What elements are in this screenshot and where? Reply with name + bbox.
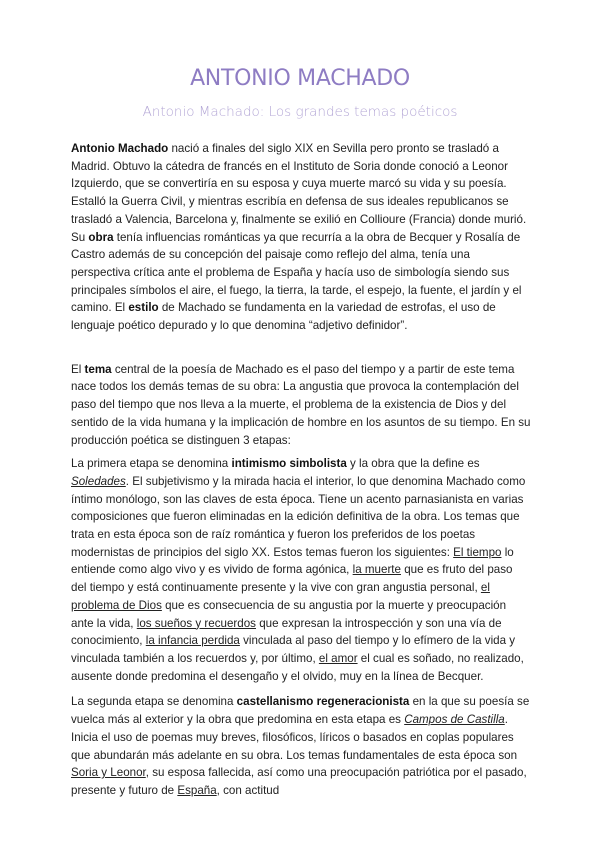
text-run: que expresan la introspección y son una vía de conocimiento, bbox=[71, 616, 502, 648]
bold-term: estilo bbox=[128, 301, 159, 315]
underlined-theme: el problema de Dios bbox=[71, 581, 490, 612]
text-run: El bbox=[71, 362, 85, 376]
text-run: tenía influencias románticas ya que recurría a la obra de Becquer y Rosalía de Castro además de su concepción del paisaje como reflejo del alma, tenía una perspectiva crítica ante el problema de España y hacía uso de simbología siendo sus principales símbolos el aire, el fuego, la tierra, la tarde, el espejo, la fuente, el jardín y el camino. El bbox=[71, 230, 522, 315]
text-run: de Machado se fundamenta en la variedad de estrofas, el uso de lenguaje poético depurado y lo que denomina “adjetivo definidor”. bbox=[71, 301, 496, 333]
text-run: en la que su poesía se vuelca más al exterior y la obra que predomina en esta etapa es bbox=[71, 695, 530, 727]
paragraph-biography bbox=[71, 140, 531, 335]
text-run: nació a finales del siglo XIX en Sevilla pero pronto se trasladó a Madrid. Obtuvo la cátedra de francés en el Instituto de Soria donde conoció a Leonor Izquierdo, que se convertiría en su esposa y cuya muerte marcó su vida y su poesía. Estalló la Guerra Civil, y mientras escribía en defensa de sus ideales republicanos se trasladó a Valencia, Barcelona y, finalmente se exilió en Collioure (Francia) donde murió. Su bbox=[71, 142, 527, 244]
text-run: . Inicia el uso de poemas muy breves, filosóficos, líricos o basados en coplas populares que abundarán más adelante en su obra. Los temas fundamentales de esta época son bbox=[71, 713, 518, 762]
text-run: el cual es soñado, no realizado, ausente donde predomina el desengaño y el olvido, muy en la línea de Becquer. bbox=[71, 651, 524, 683]
work-title: Campos de Castilla bbox=[404, 713, 505, 727]
underlined-theme: Soria y Leonor bbox=[71, 766, 146, 780]
text-run: , con actitud bbox=[216, 783, 280, 797]
text-run: que es fruto del paso del tiempo y está continuamente presente y la vive con gran angustia personal, bbox=[71, 563, 513, 595]
bold-term: Antonio Machado bbox=[71, 142, 169, 155]
paragraph-first-stage bbox=[71, 455, 531, 685]
document-body bbox=[71, 140, 531, 812]
document-subtitle: Antonio Machado: Los grandes temas poéticos bbox=[142, 104, 458, 120]
underlined-theme: la infancia perdida bbox=[145, 634, 240, 648]
text-run: que es consecuencia de su angustia por la muerte y preocupación ante la vida, bbox=[71, 598, 507, 630]
underlined-theme: España bbox=[177, 783, 217, 797]
document-title: ANTONIO MACHADO bbox=[190, 66, 410, 91]
bold-term: tema bbox=[84, 362, 112, 376]
text-run: La primera etapa se denomina bbox=[71, 457, 232, 471]
bold-term: obra bbox=[88, 230, 114, 244]
underlined-theme: la muerte bbox=[352, 563, 401, 577]
underlined-theme: los sueños y recuerdos bbox=[136, 616, 256, 630]
text-run: y la obra que la define es bbox=[346, 457, 480, 471]
paragraph-theme bbox=[71, 361, 531, 450]
bold-term: intimismo simbolista bbox=[231, 457, 347, 471]
text-run: , su esposa fallecida, así como una preocupación patriótica por el pasado, presente y futuro de bbox=[71, 766, 527, 797]
underlined-theme: El tiempo bbox=[453, 545, 502, 559]
paragraph-second-stage bbox=[71, 693, 531, 799]
underlined-theme: el amor bbox=[318, 651, 358, 665]
text-run: lo entiende como algo vivo y es vivido de forma agónica, bbox=[71, 545, 514, 577]
text-run: . El subjetivismo y la mirada hacia el interior, lo que denomina Machado como íntimo monólogo, son las claves de esta época. Tiene un acento parnasianista en varias composiciones que fueron eliminadas en la edición definitiva de la obra. Los temas que trata en esta época son de raíz romántica y fueron los preferidos de los poetas modernistas de principios del siglo XX. Estos temas fueron los siguientes: bbox=[71, 474, 526, 559]
text-run: central de la poesía de Machado es el paso del tiempo y a partir de este tema nace todos los demás temas de su obra: La angustia que provoca la contemplación del paso del tiempo que nos lleva a la muerte, el problema de la existencia de Dios y del sentido de la vida humana y la implicación de hombre en los asuntos de su tiempo. En su producción poética se distinguen 3 etapas: bbox=[71, 362, 531, 447]
bold-term: castellanismo regeneracionista bbox=[236, 695, 410, 709]
text-run: La segunda etapa se denomina bbox=[71, 695, 237, 709]
work-title: Soledades bbox=[71, 474, 126, 488]
text-run: vinculada al paso del tiempo y lo efímero de la vida y vinculada también a los recuerdos y, por último, bbox=[71, 634, 516, 665]
